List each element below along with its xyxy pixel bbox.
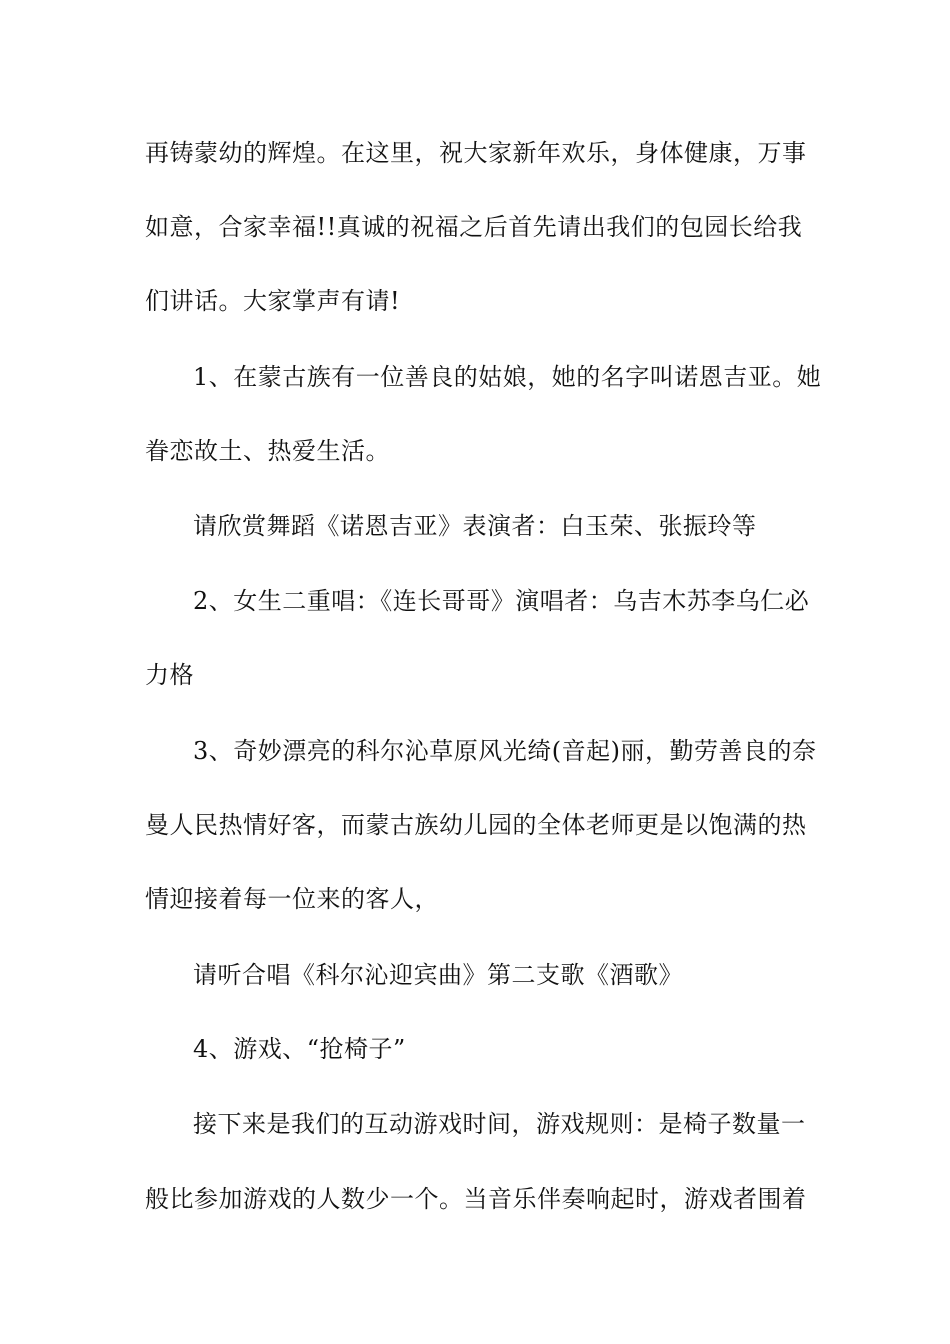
text-line: 请欣赏舞蹈《诺恩吉亚》表演者：白玉荣、张振玲等 bbox=[193, 512, 757, 540]
text-line: 般比参加游戏的人数少一个。当音乐伴奏响起时，游戏者围着 bbox=[145, 1185, 807, 1213]
paragraph-item-3: 3、奇妙漂亮的科尔沁草原风光绮(音起)丽，勤劳善良的奈 bbox=[193, 737, 817, 765]
text-line: 接下来是我们的互动游戏时间，游戏规则：是椅子数量一 bbox=[193, 1110, 806, 1138]
text-line: 再铸蒙幼的辉煌。在这里，祝大家新年欢乐，身体健康，万事 bbox=[145, 139, 807, 167]
text-line: 情迎接着每一位来的客人， bbox=[145, 885, 439, 913]
paragraph-item-2: 2、女生二重唱：《连长哥哥》演唱者：乌吉木苏李乌仁必 bbox=[193, 587, 810, 615]
text-line: 请听合唱《科尔沁迎宾曲》第二支歌《酒歌》 bbox=[193, 961, 683, 989]
text-line: 如意，合家幸福!!真诚的祝福之后首先请出我们的包园长给我 bbox=[145, 213, 803, 241]
paragraph-item-4: 4、游戏、“抢椅子” bbox=[193, 1035, 406, 1063]
text-line: 们讲话。大家掌声有请! bbox=[145, 287, 401, 315]
paragraph-item-1: 1、在蒙古族有一位善良的姑娘，她的名字叫诺恩吉亚。她 bbox=[193, 363, 822, 391]
text-line: 眷恋故土、热爱生活。 bbox=[145, 437, 390, 465]
text-line: 曼人民热情好客，而蒙古族幼儿园的全体老师更是以饱满的热 bbox=[145, 811, 807, 839]
text-line: 力格 bbox=[145, 661, 194, 689]
